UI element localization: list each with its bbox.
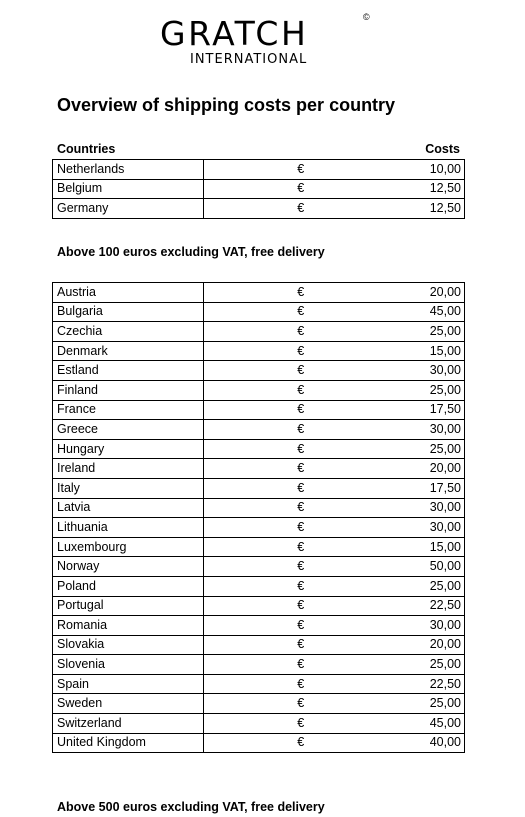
- page-title: Overview of shipping costs per country: [57, 95, 396, 115]
- country-cell: Estland: [53, 361, 204, 381]
- table-row: [53, 160, 465, 180]
- cost-cell: 30,00: [398, 616, 465, 636]
- country-cell: Slovenia: [53, 655, 204, 675]
- currency-cell: €: [204, 179, 398, 199]
- cost-cell: 25,00: [398, 655, 465, 675]
- table-row: [53, 537, 465, 557]
- currency-cell: €: [204, 518, 398, 538]
- table-row: [53, 322, 465, 342]
- country-cell: Portugal: [53, 596, 204, 616]
- cost-cell: 15,00: [398, 537, 465, 557]
- country-cell: Norway: [53, 557, 204, 577]
- currency-cell: €: [204, 199, 398, 219]
- country-cell: Bulgaria: [53, 302, 204, 322]
- free-delivery-note-500: Above 500 euros excluding VAT, free delivery: [57, 800, 325, 814]
- header-countries: Countries: [57, 142, 116, 156]
- currency-cell: €: [204, 537, 398, 557]
- country-cell: Hungary: [53, 439, 204, 459]
- country-cell: Finland: [53, 380, 204, 400]
- table-row: [53, 596, 465, 616]
- cost-cell: 22,50: [398, 674, 465, 694]
- country-cell: Germany: [53, 199, 204, 219]
- table-row: [53, 733, 465, 753]
- currency-cell: €: [204, 714, 398, 734]
- country-cell: Austria: [53, 283, 204, 303]
- shipping-table-benelux: [52, 159, 465, 219]
- table-row: [53, 380, 465, 400]
- cost-cell: 30,00: [398, 361, 465, 381]
- currency-cell: €: [204, 694, 398, 714]
- free-delivery-note-100: Above 100 euros excluding VAT, free delivery: [57, 245, 325, 259]
- country-cell: Poland: [53, 576, 204, 596]
- currency-cell: €: [204, 420, 398, 440]
- table-row: [53, 400, 465, 420]
- table-row: [53, 635, 465, 655]
- country-cell: Greece: [53, 420, 204, 440]
- currency-cell: €: [204, 478, 398, 498]
- table-row: [53, 420, 465, 440]
- country-cell: United Kingdom: [53, 733, 204, 753]
- country-cell: Sweden: [53, 694, 204, 714]
- cost-cell: 50,00: [398, 557, 465, 577]
- cost-cell: 30,00: [398, 498, 465, 518]
- shipping-table-europe: [52, 282, 465, 753]
- table-row: [53, 341, 465, 361]
- cost-cell: 12,50: [398, 179, 465, 199]
- cost-cell: 17,50: [398, 478, 465, 498]
- table-row: [53, 283, 465, 303]
- cost-cell: 20,00: [398, 283, 465, 303]
- cost-cell: 30,00: [398, 420, 465, 440]
- logo-wordmark: GRATCH: [160, 14, 309, 53]
- table-row: [53, 694, 465, 714]
- table-row: [53, 459, 465, 479]
- currency-cell: €: [204, 498, 398, 518]
- table-row: [53, 616, 465, 636]
- cost-cell: 10,00: [398, 160, 465, 180]
- currency-cell: €: [204, 322, 398, 342]
- table-row: [53, 179, 465, 199]
- country-cell: Czechia: [53, 322, 204, 342]
- country-cell: Netherlands: [53, 160, 204, 180]
- country-cell: Belgium: [53, 179, 204, 199]
- currency-cell: €: [204, 674, 398, 694]
- cost-cell: 25,00: [398, 322, 465, 342]
- country-cell: Denmark: [53, 341, 204, 361]
- currency-cell: €: [204, 576, 398, 596]
- country-cell: Ireland: [53, 459, 204, 479]
- table-row: [53, 361, 465, 381]
- currency-cell: €: [204, 439, 398, 459]
- currency-cell: €: [204, 361, 398, 381]
- header-costs: Costs: [425, 142, 460, 156]
- company-logo: [0, 10, 525, 70]
- cost-cell: 17,50: [398, 400, 465, 420]
- cost-cell: 25,00: [398, 439, 465, 459]
- table-row: [53, 576, 465, 596]
- currency-cell: €: [204, 733, 398, 753]
- table-row: [53, 302, 465, 322]
- country-cell: Italy: [53, 478, 204, 498]
- table-row: [53, 199, 465, 219]
- logo-subtitle: INTERNATIONAL: [190, 52, 308, 67]
- country-cell: Luxembourg: [53, 537, 204, 557]
- cost-cell: 20,00: [398, 635, 465, 655]
- currency-cell: €: [204, 380, 398, 400]
- country-cell: Lithuania: [53, 518, 204, 538]
- cost-cell: 45,00: [398, 714, 465, 734]
- cost-cell: 40,00: [398, 733, 465, 753]
- currency-cell: €: [204, 302, 398, 322]
- cost-cell: 25,00: [398, 576, 465, 596]
- country-cell: Spain: [53, 674, 204, 694]
- country-cell: Latvia: [53, 498, 204, 518]
- table-row: [53, 557, 465, 577]
- currency-cell: €: [204, 459, 398, 479]
- currency-cell: €: [204, 557, 398, 577]
- currency-cell: €: [204, 400, 398, 420]
- currency-cell: €: [204, 160, 398, 180]
- cost-cell: 25,00: [398, 380, 465, 400]
- country-cell: France: [53, 400, 204, 420]
- copyright-mark: ©: [363, 12, 370, 22]
- table-row: [53, 714, 465, 734]
- currency-cell: €: [204, 655, 398, 675]
- table-row: [53, 655, 465, 675]
- cost-cell: 30,00: [398, 518, 465, 538]
- currency-cell: €: [204, 635, 398, 655]
- table-row: [53, 518, 465, 538]
- cost-cell: 15,00: [398, 341, 465, 361]
- country-cell: Romania: [53, 616, 204, 636]
- cost-cell: 20,00: [398, 459, 465, 479]
- cost-cell: 25,00: [398, 694, 465, 714]
- cost-cell: 12,50: [398, 199, 465, 219]
- currency-cell: €: [204, 341, 398, 361]
- table-row: [53, 498, 465, 518]
- currency-cell: €: [204, 596, 398, 616]
- currency-cell: €: [204, 616, 398, 636]
- cost-cell: 22,50: [398, 596, 465, 616]
- country-cell: Slovakia: [53, 635, 204, 655]
- country-cell: Switzerland: [53, 714, 204, 734]
- table-row: [53, 478, 465, 498]
- table-row: [53, 439, 465, 459]
- cost-cell: 45,00: [398, 302, 465, 322]
- table-row: [53, 674, 465, 694]
- currency-cell: €: [204, 283, 398, 303]
